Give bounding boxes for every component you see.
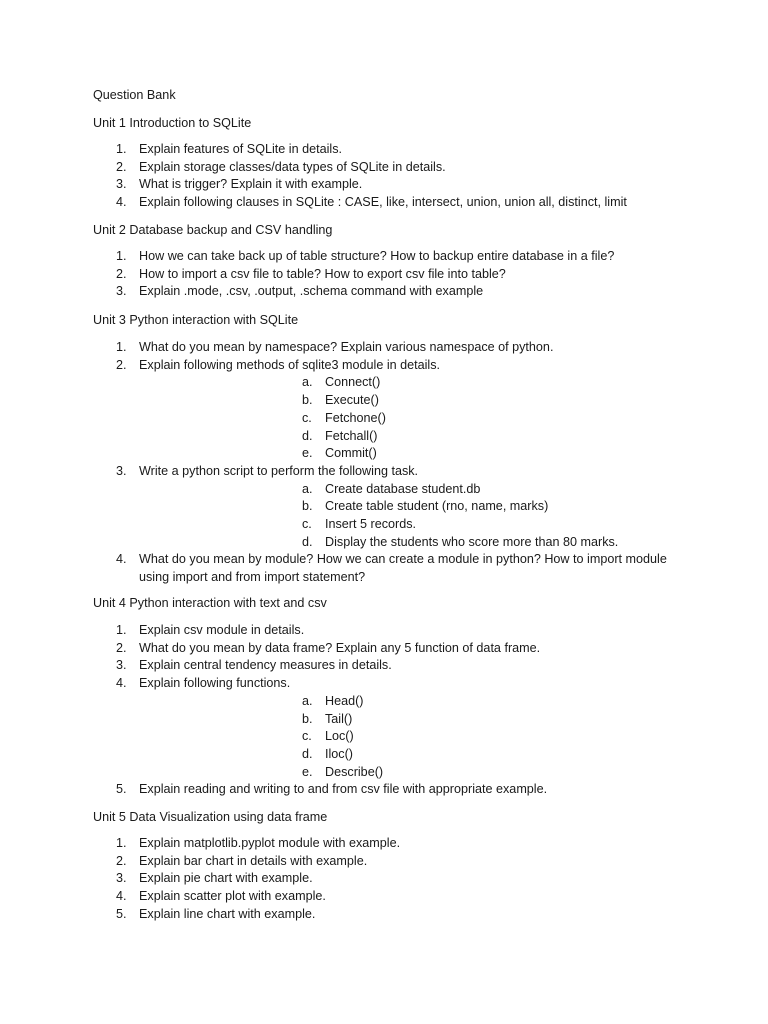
- question-item: [0, 176, 768, 194]
- question-number: 1.: [116, 249, 127, 263]
- question-item: [0, 675, 768, 781]
- question-text: Explain following functions.: [139, 676, 291, 691]
- question-text: Write a python script to perform the following task.: [139, 463, 419, 478]
- sub-question-item: [139, 746, 678, 764]
- sub-question-letter: c.: [302, 517, 312, 532]
- sub-question-text: Execute(): [325, 393, 379, 408]
- sub-question-text: Tail(): [325, 711, 353, 726]
- question-number: 3.: [116, 177, 127, 192]
- question-text: Explain central tendency measures in details.: [139, 658, 392, 673]
- sub-question-letter: b.: [302, 711, 313, 726]
- question-number: 2.: [116, 357, 127, 372]
- sub-question-item: [139, 374, 678, 392]
- question-item: [0, 266, 768, 284]
- question-item: [0, 159, 768, 177]
- sub-question-item: [139, 481, 678, 499]
- sub-question-text: Insert 5 records.: [325, 517, 416, 532]
- question-text: What do you mean by data frame? Explain any 5 function of data frame.: [139, 640, 541, 655]
- sub-question-text: Commit(): [325, 446, 377, 461]
- sub-question-text: Head(): [325, 693, 364, 708]
- question-text: Explain following clauses in SQLite : CASE, like, intersect, union, union all, distinct, limit: [139, 195, 627, 210]
- question-item: [0, 657, 768, 675]
- question-number: 1.: [116, 142, 127, 156]
- question-number: 3.: [116, 463, 127, 478]
- question-text: Explain features of SQLite in details.: [139, 142, 343, 156]
- sub-question-letter: a.: [302, 693, 313, 708]
- sub-question-letter: d.: [302, 746, 313, 761]
- unit-2-heading: Unit 2 Database backup and CSV handling: [93, 223, 333, 237]
- unit-4-heading: Unit 4 Python interaction with text and csv: [93, 596, 327, 610]
- sub-question-text: Connect(): [325, 375, 381, 390]
- sub-question-letter: a.: [302, 481, 313, 496]
- sub-question-letter: c.: [302, 410, 312, 425]
- sub-question-item: [139, 764, 678, 782]
- sub-question-letter: b.: [302, 499, 313, 514]
- sub-question-list: [139, 693, 678, 782]
- question-item: [0, 339, 768, 357]
- question-text: Explain line chart with example.: [139, 906, 316, 921]
- sub-question-item: [139, 392, 678, 410]
- question-text: Explain csv module in details.: [139, 623, 305, 637]
- question-number: 3.: [116, 284, 127, 299]
- sub-question-item: [139, 410, 678, 428]
- question-number: 2.: [116, 640, 127, 655]
- unit-3-heading: Unit 3 Python interaction with SQLite: [93, 313, 299, 327]
- question-item: [0, 141, 768, 159]
- sub-question-list: [139, 481, 678, 552]
- sub-question-letter: e.: [302, 446, 313, 461]
- sub-question-letter: d.: [302, 428, 313, 443]
- sub-question-text: Loc(): [325, 729, 354, 744]
- question-item: [0, 622, 768, 640]
- question-number: 2.: [116, 266, 127, 281]
- question-item: [0, 870, 768, 888]
- question-number: 4.: [116, 195, 127, 210]
- unit-1-questions: [0, 141, 768, 212]
- sub-question-text: Fetchone(): [325, 410, 386, 425]
- sub-question-letter: c.: [302, 729, 312, 744]
- question-text: Explain bar chart in details with example.: [139, 853, 368, 868]
- unit-1-heading: Unit 1 Introduction to SQLite: [93, 116, 252, 130]
- question-text: Explain matplotlib.pyplot module with example.: [139, 836, 401, 850]
- question-text: Explain following methods of sqlite3 module in details.: [139, 357, 441, 372]
- question-item: [0, 888, 768, 906]
- question-text: Explain scatter plot with example.: [139, 889, 326, 904]
- sub-question-text: Display the students who score more than 80 marks.: [325, 534, 619, 549]
- question-number: 4.: [116, 676, 127, 691]
- question-number: 1.: [116, 836, 127, 850]
- sub-question-item: [139, 498, 678, 516]
- sub-question-letter: e.: [302, 764, 313, 779]
- question-item: [0, 248, 768, 266]
- sub-question-text: Describe(): [325, 764, 384, 779]
- sub-question-letter: b.: [302, 393, 313, 408]
- question-number: 4.: [116, 889, 127, 904]
- question-text: Explain reading and writing to and from csv file with appropriate example.: [139, 782, 548, 797]
- question-number: 2.: [116, 853, 127, 868]
- question-number: 3.: [116, 658, 127, 673]
- question-text: How to import a csv file to table? How to export csv file into table?: [139, 266, 506, 281]
- sub-question-item: [139, 516, 678, 534]
- question-item: [0, 906, 768, 924]
- question-item: [0, 357, 768, 463]
- question-number: 5.: [116, 906, 127, 921]
- sub-question-text: Create table student (rno, name, marks): [325, 499, 549, 514]
- question-item: [0, 194, 768, 212]
- question-text: What do you mean by module? How we can create a module in python? How to import module using import and from import statement?: [139, 552, 667, 585]
- question-item: [0, 781, 768, 799]
- question-number: 1.: [116, 340, 127, 354]
- question-number: 1.: [116, 623, 127, 637]
- question-item: [0, 640, 768, 658]
- sub-question-item: [139, 428, 678, 446]
- sub-question-text: Create database student.db: [325, 481, 481, 496]
- unit-2-questions: [0, 248, 768, 301]
- unit-4-questions: [0, 622, 768, 799]
- sub-question-item: [139, 445, 678, 463]
- sub-question-item: [139, 711, 678, 729]
- question-item: [0, 463, 768, 552]
- sub-question-letter: d.: [302, 534, 313, 549]
- question-item: [0, 853, 768, 871]
- unit-5-heading: Unit 5 Data Visualization using data frame: [93, 810, 328, 824]
- question-text: How we can take back up of table structure? How to backup entire database in a file?: [139, 249, 615, 263]
- question-text: Explain .mode, .csv, .output, .schema command with example: [139, 284, 484, 299]
- sub-question-letter: a.: [302, 375, 313, 390]
- question-number: 2.: [116, 159, 127, 174]
- question-text: Explain pie chart with example.: [139, 871, 313, 886]
- sub-question-item: [139, 728, 678, 746]
- question-item: [0, 551, 768, 586]
- sub-question-list: [139, 374, 678, 463]
- question-text: What do you mean by namespace? Explain various namespace of python.: [139, 340, 554, 354]
- unit-3-questions: [0, 339, 768, 587]
- question-text: Explain storage classes/data types of SQLite in details.: [139, 159, 446, 174]
- question-number: 4.: [116, 552, 127, 567]
- unit-5-questions: [0, 835, 768, 924]
- sub-question-item: [139, 693, 678, 711]
- sub-question-text: Fetchall(): [325, 428, 378, 443]
- question-item: [0, 283, 768, 301]
- document-title: Question Bank: [93, 88, 176, 102]
- question-text: What is trigger? Explain it with example.: [139, 177, 363, 192]
- sub-question-item: [139, 534, 678, 552]
- question-item: [0, 835, 768, 853]
- question-number: 5.: [116, 782, 127, 797]
- sub-question-text: Iloc(): [325, 746, 353, 761]
- question-number: 3.: [116, 871, 127, 886]
